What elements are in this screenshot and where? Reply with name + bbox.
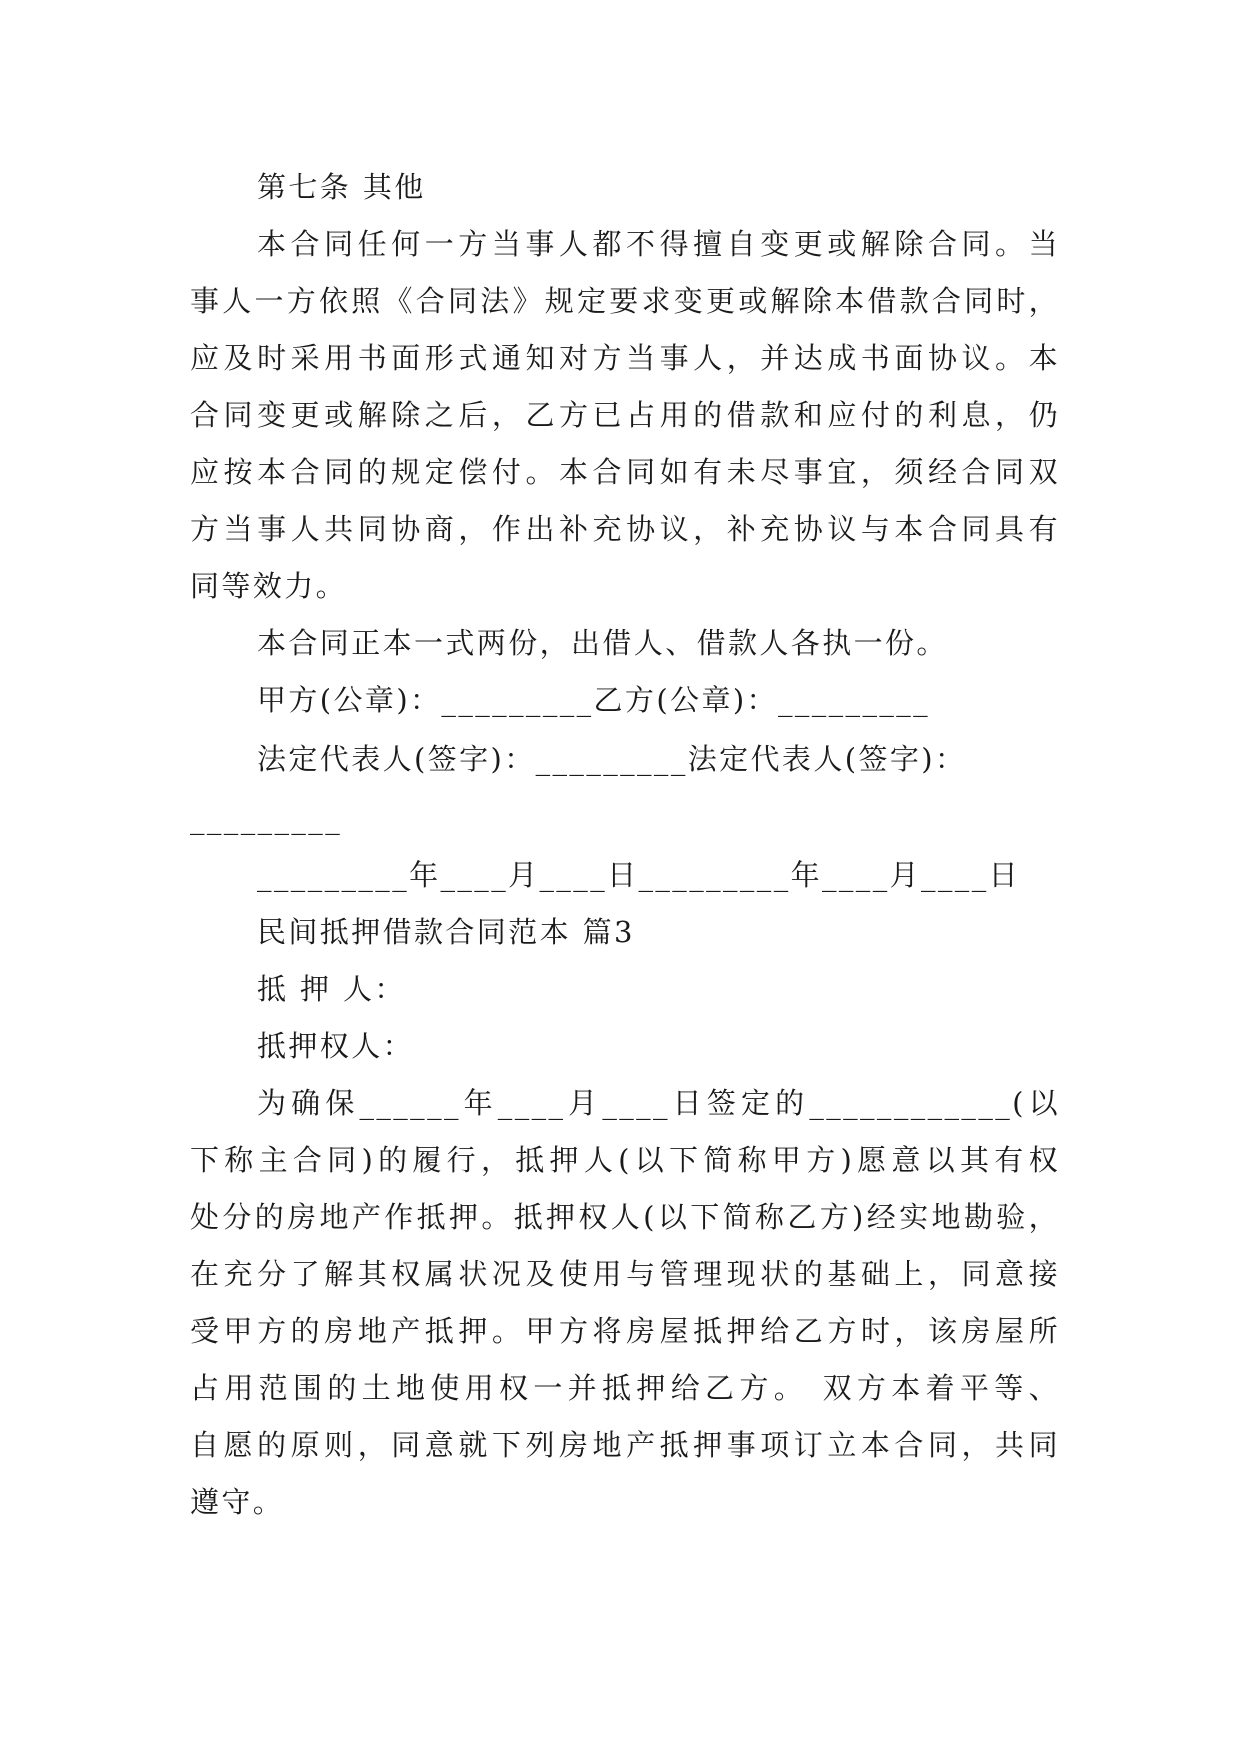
paragraph-line: 自愿的原则，同意就下列房地产抵押事项订立本合同，共同 xyxy=(190,1428,1060,1462)
paragraph-line: 应及时采用书面形式通知对方当事人，并达成书面协议。本 xyxy=(190,341,1060,375)
signature-line-seal: 甲方(公章)：_________乙方(公章)：_________ xyxy=(257,683,931,717)
signature-line-blank: _________ xyxy=(190,801,343,835)
paragraph-line: 为确保______年____月____日签定的____________(以 xyxy=(257,1086,1060,1120)
paragraph-line: 下称主合同)的履行，抵押人(以下简称甲方)愿意以其有权 xyxy=(190,1143,1060,1177)
paragraph-line: 应按本合同的规定偿付。本合同如有未尽事宜，须经合同双 xyxy=(190,455,1060,489)
paragraph-line: 本合同正本一式两份，出借人、借款人各执一份。 xyxy=(257,626,948,660)
signature-line-representative: 法定代表人(签字)：_________法定代表人(签字)： xyxy=(257,742,967,776)
paragraph-line: 受甲方的房地产抵押。甲方将房屋抵押给乙方时，该房屋所 xyxy=(190,1314,1060,1348)
mortgagee-field: 抵押权人： xyxy=(257,1029,415,1063)
paragraph-line: 方当事人共同协商，作出补充协议，补充协议与本合同具有 xyxy=(190,512,1060,546)
paragraph-line: 合同变更或解除之后，乙方已占用的借款和应付的利息，仍 xyxy=(190,398,1060,432)
signature-date-line: _________年____月____日_________年____月____日 xyxy=(257,858,1020,892)
paragraph-line: 本合同任何一方当事人都不得擅自变更或解除合同。当 xyxy=(257,227,1060,261)
paragraph-line: 遵守。 xyxy=(190,1485,285,1519)
paragraph-line: 同等效力。 xyxy=(190,569,348,603)
section-heading: 民间抵押借款合同范本 篇3 xyxy=(257,915,635,949)
paragraph-line: 处分的房地产作抵押。抵押权人(以下简称乙方)经实地勘验， xyxy=(190,1200,1060,1234)
article-heading: 第七条 其他 xyxy=(257,170,426,204)
paragraph-line: 占用范围的土地使用权一并抵押给乙方。 双方本着平等、 xyxy=(190,1371,1060,1405)
paragraph-line: 事人一方依照《合同法》规定要求变更或解除本借款合同时， xyxy=(190,284,1060,318)
paragraph-line: 在充分了解其权属状况及使用与管理现状的基础上，同意接 xyxy=(190,1257,1060,1291)
mortgagor-field: 抵 押 人： xyxy=(257,972,406,1006)
